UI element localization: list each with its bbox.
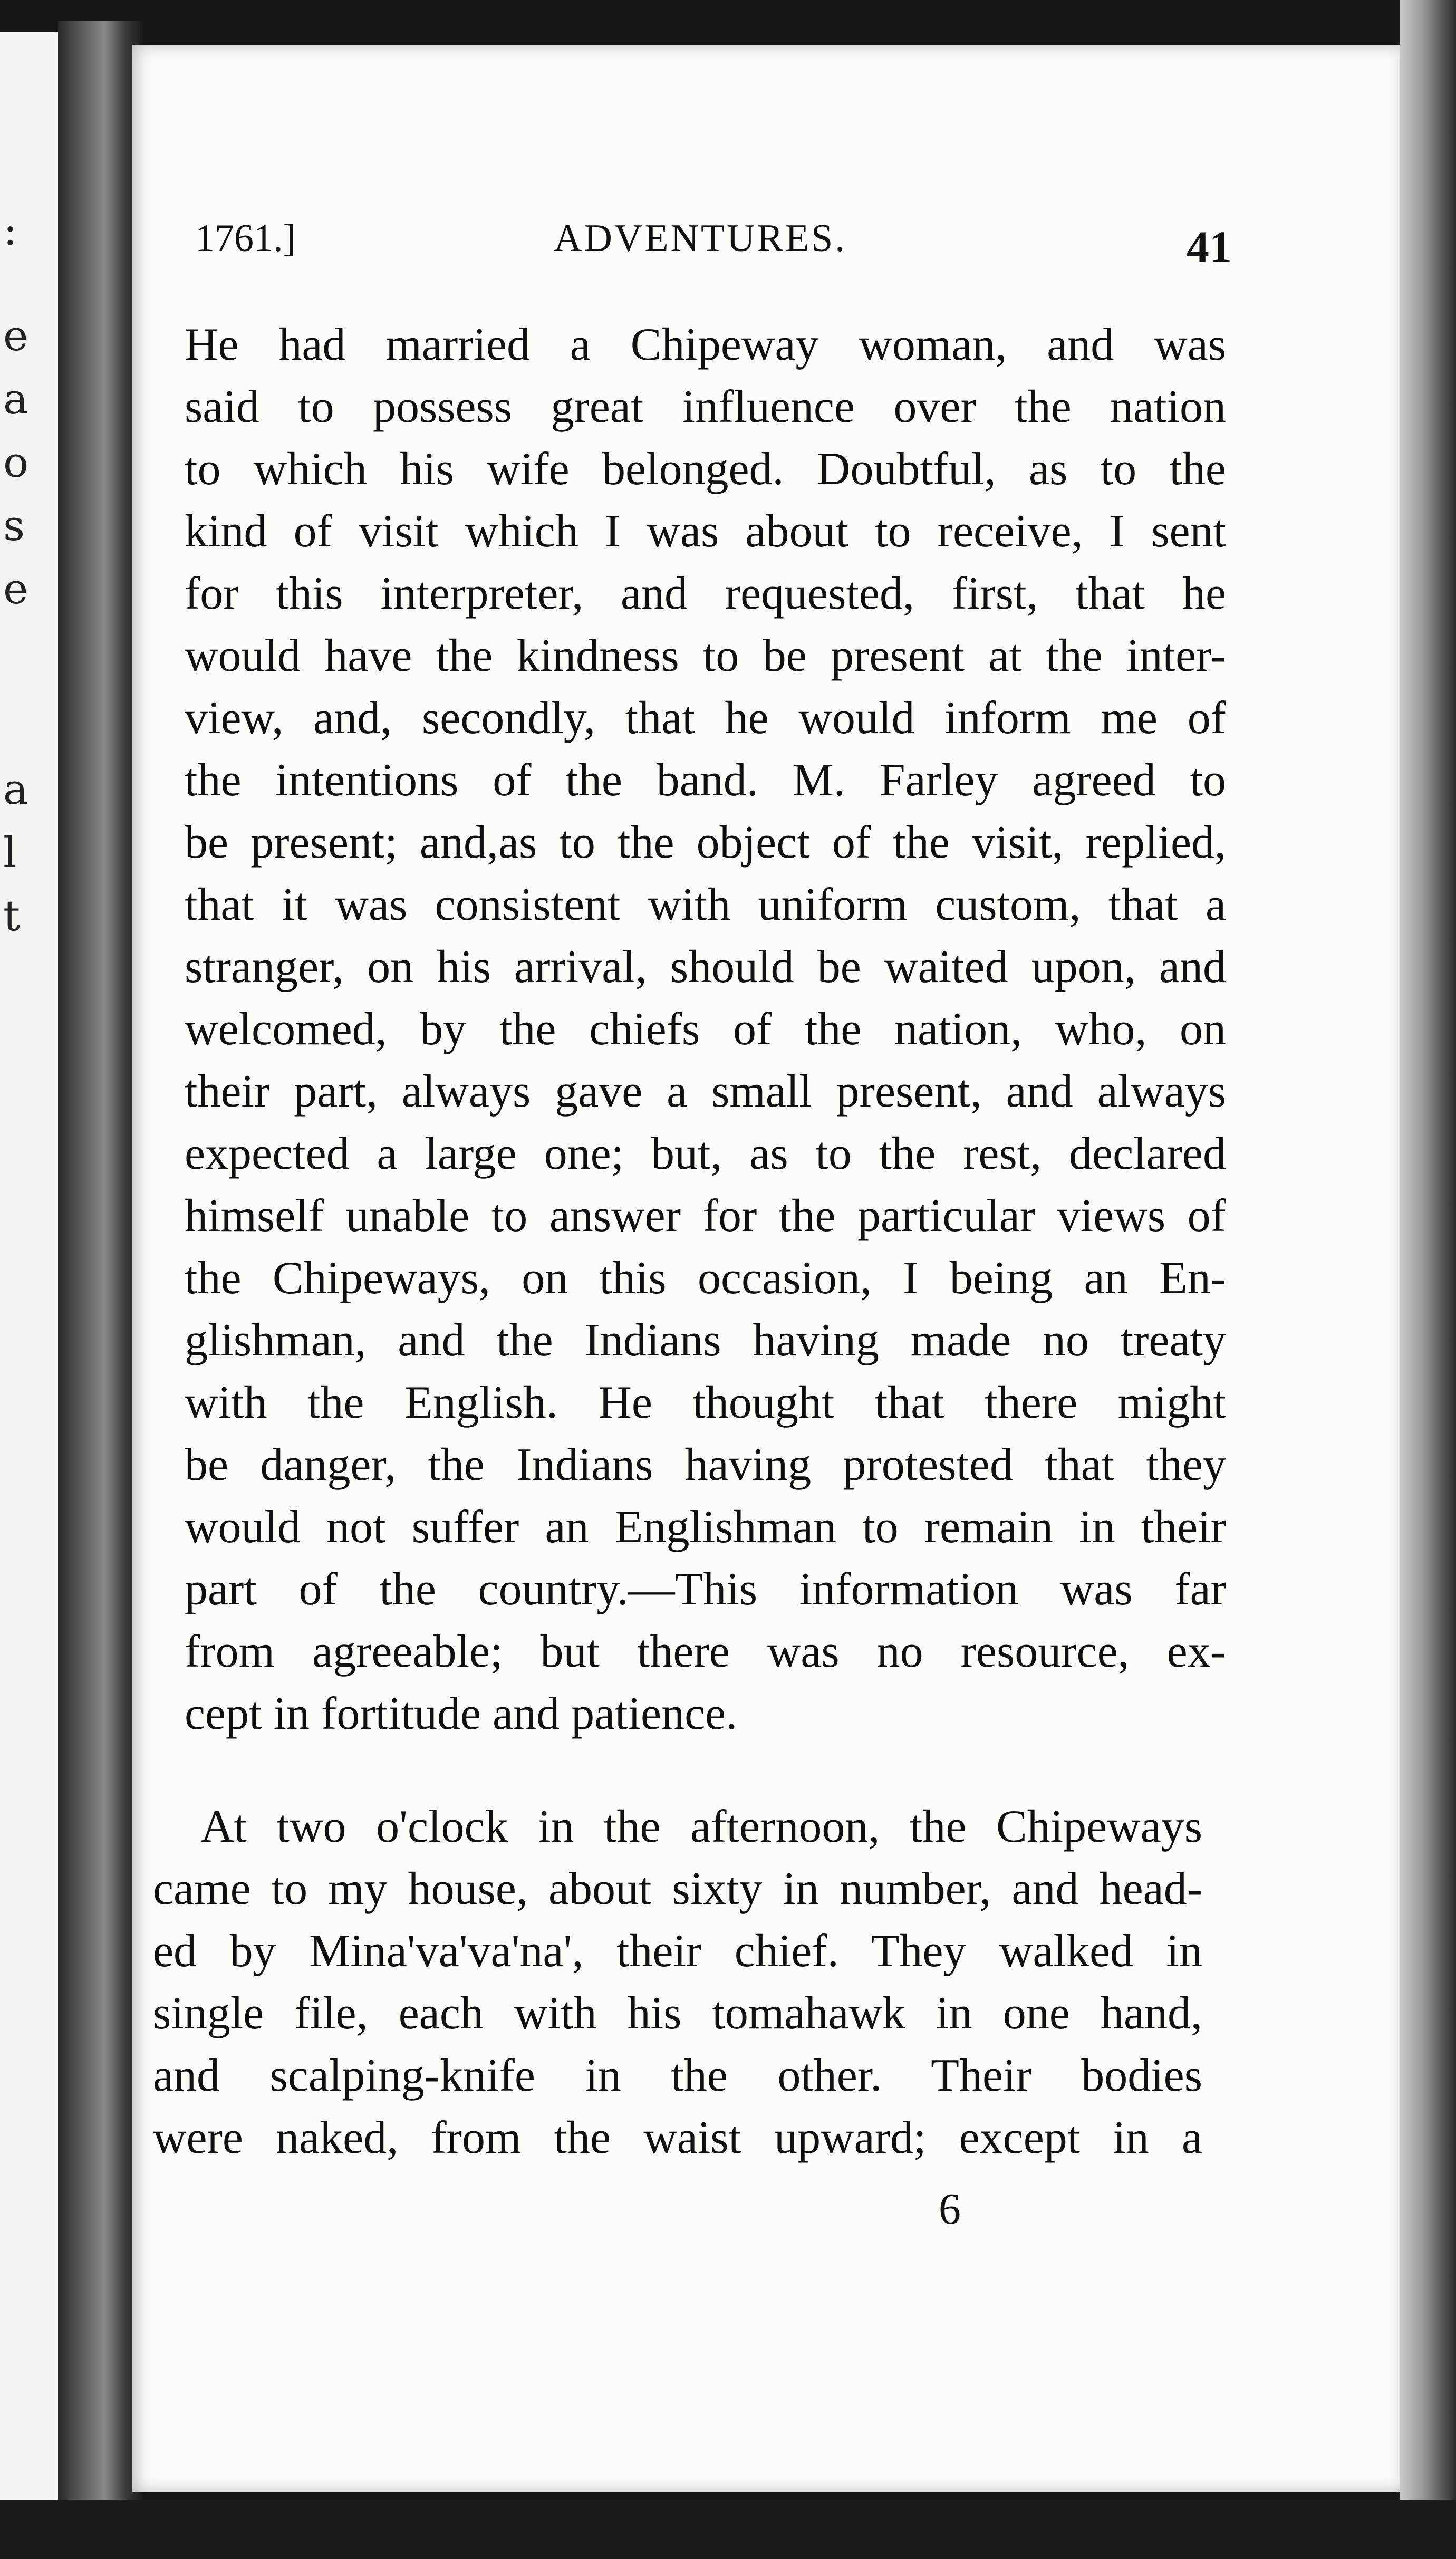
text-line: part of the country.—This information was far (185, 1564, 1226, 1615)
text-line: and scalping-knife in the other. Their bodies (153, 2050, 1202, 2101)
previous-page-fragment: o (3, 438, 29, 487)
text-line: glishman, and the Indians having made no treaty (185, 1315, 1226, 1366)
text-line: for this interpreter, and requested, first, that he (185, 568, 1226, 619)
text-line: would have the kindness to be present at the inter- (185, 630, 1226, 681)
text-line: kind of visit which I was about to receive, I sent (185, 506, 1226, 557)
text-line: view, and, secondly, that he would inform me of (185, 692, 1226, 744)
text-line: welcomed, by the chiefs of the nation, who, on (185, 1004, 1226, 1055)
page-number: 41 (1187, 222, 1232, 272)
text-line: that it was consistent with uniform custom, that a (185, 879, 1226, 930)
text-line: their part, always gave a small present, and always (185, 1066, 1226, 1117)
scan-bottom-border (0, 2500, 1456, 2559)
previous-page-fragment: e (3, 564, 28, 613)
header-year: 1761.] (195, 217, 296, 260)
text-line: ed by Mina'va'va'na', their chief. They walked in (153, 1926, 1202, 1977)
text-line: cept in fortitude and patience. (185, 1688, 738, 1739)
text-line: single file, each with his tomahawk in one hand, (153, 1988, 1202, 2039)
previous-page-fragment: t (3, 891, 21, 940)
running-title: ADVENTURES. (554, 217, 847, 260)
previous-page-edge (0, 32, 58, 2510)
paragraph-1 (185, 314, 1226, 1745)
previous-page-fragment: a (3, 765, 28, 814)
text-line: be danger, the Indians having protested that they (185, 1439, 1226, 1490)
previous-page-fragment: : (3, 206, 17, 255)
text-line: stranger, on his arrival, should be waited upon, and (185, 941, 1226, 993)
paragraph-2 (153, 1796, 1202, 2169)
text-line: were naked, from the waist upward; except in a (153, 2112, 1202, 2163)
text-line: expected a large one; but, as to the rest, declared (185, 1128, 1226, 1179)
signature-mark: 6 (939, 2185, 961, 2234)
text-line: the intentions of the band. M. Farley agreed to (185, 755, 1226, 806)
text-line: himself unable to answer for the particular views of (185, 1190, 1226, 1242)
page-edge-right (1400, 0, 1456, 2559)
previous-page-fragment: l (3, 828, 17, 877)
book-gutter (58, 21, 142, 2537)
previous-page-fragment: a (3, 374, 28, 424)
text-line: came to my house, about sixty in number, and head- (153, 1863, 1202, 1915)
text-line: from agreeable; but there was no resource, ex- (185, 1626, 1226, 1677)
running-header (195, 211, 1250, 274)
text-line: with the English. He thought that there might (185, 1377, 1226, 1428)
text-line: the Chipeways, on this occasion, I being an En- (185, 1253, 1226, 1304)
text-line: said to possess great influence over the nation (185, 381, 1226, 432)
text-line: At two o'clock in the afternoon, the Chipeways (200, 1801, 1202, 1852)
previous-page-fragment: e (3, 311, 28, 360)
text-line: be present; and,as to the object of the visit, replied, (185, 817, 1226, 868)
text-line: would not suffer an Englishman to remain in their (185, 1502, 1226, 1553)
text-line: to which his wife belonged. Doubtful, as to the (185, 444, 1226, 495)
text-line: He had married a Chipeway woman, and was (185, 319, 1226, 370)
previous-page-fragment: s (3, 501, 25, 550)
